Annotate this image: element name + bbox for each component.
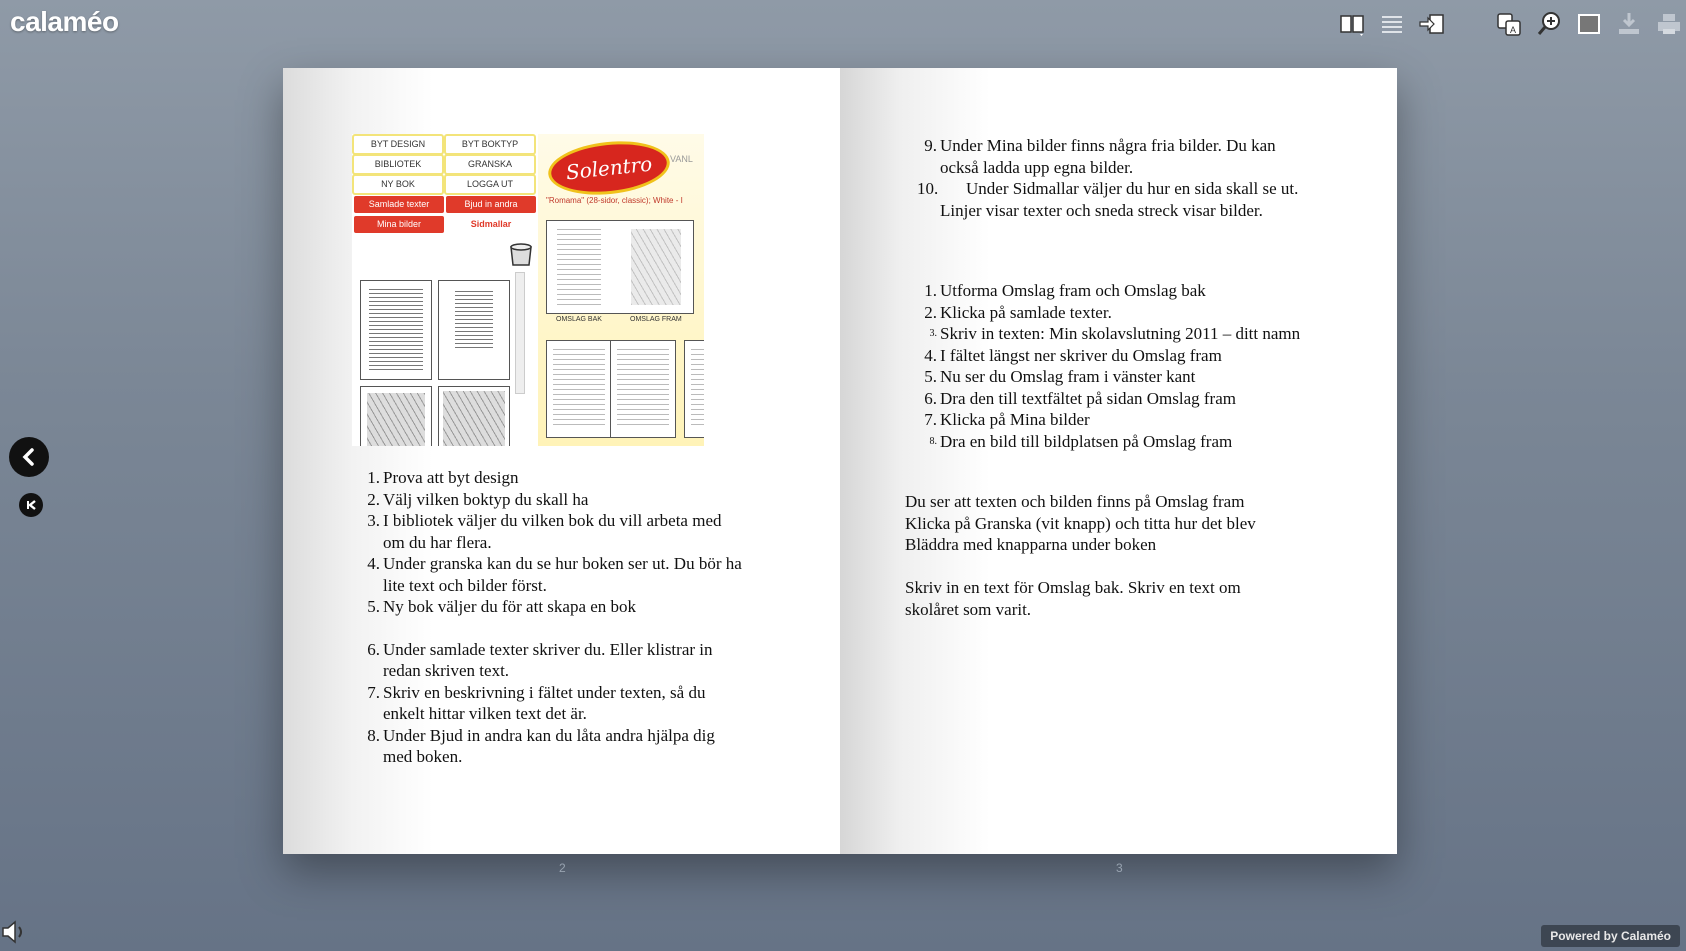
list-line: också ladda upp egna bilder. xyxy=(940,157,1134,177)
screenshot-button: GRANSKA xyxy=(444,154,536,175)
list-line: Dra den till textfältet på sidan Omslag fram xyxy=(940,388,1236,408)
note-paragraph-1 xyxy=(905,491,1365,556)
trash-icon xyxy=(505,239,535,269)
page-right xyxy=(840,68,1397,854)
list-line: Under Sidmallar väljer du hur en sida skall se ut. xyxy=(966,179,1299,198)
screenshot-scrollbar xyxy=(515,272,525,394)
translate-icon[interactable] xyxy=(1493,8,1525,40)
screenshot-button: BYT DESIGN xyxy=(352,134,444,155)
list-item xyxy=(365,489,805,511)
screenshot-button: Sidmallar xyxy=(470,219,512,229)
page-thumb xyxy=(546,340,612,438)
list-line: redan skriven text. xyxy=(383,661,510,680)
template-name: "Romama" (28-sidor, classic); White - I xyxy=(546,196,683,205)
screenshot-button: Bjud in andra xyxy=(446,196,536,213)
toolbar-right xyxy=(1493,8,1685,40)
list-item xyxy=(922,431,1362,453)
list-line: I fältet längst ner skriver du Omslag fram xyxy=(940,345,1222,365)
screenshot-button: Samlade texter xyxy=(354,196,444,213)
screenshot-button: LOGGA UT xyxy=(444,174,536,195)
list-number: 10. xyxy=(917,179,939,198)
list-line: Skriv in texten: Min skolavslutning 2011 – ditt namn xyxy=(940,324,1301,343)
list-number: 2. xyxy=(924,302,937,322)
template-thumb xyxy=(438,280,510,380)
list-item xyxy=(922,323,1362,345)
list-item xyxy=(922,345,1362,367)
previous-page-button[interactable] xyxy=(9,437,49,477)
list-number: 3. xyxy=(367,511,380,530)
list-item xyxy=(365,682,805,725)
screenshot-button: Mina bilder xyxy=(354,216,444,233)
list-line: Välj vilken boktyp du skall ha xyxy=(383,489,589,509)
share-icon[interactable] xyxy=(1416,8,1448,40)
speaker-icon xyxy=(0,918,28,946)
list-line: I bibliotek väljer du vilken bok du vill arbeta med xyxy=(383,511,722,530)
skip-to-start-icon xyxy=(24,498,38,512)
note-line: Du ser att texten och bilden finns på Omslag fram xyxy=(905,492,1245,511)
list-line: Skriv en beskrivning i fältet under texten, så du xyxy=(383,682,706,702)
list-line: Under Mina bilder finns några fria bilder. Du kan xyxy=(940,136,1276,155)
toolbar-left xyxy=(1336,8,1448,40)
list-number: 7. xyxy=(367,682,380,702)
page-number-left: 2 xyxy=(559,861,566,875)
print-icon[interactable] xyxy=(1653,8,1685,40)
template-thumb xyxy=(438,386,510,446)
page-left xyxy=(283,68,840,854)
solentro-logo xyxy=(546,136,673,200)
list-line: Dra en bild till bildplatsen på Omslag fram xyxy=(940,431,1233,451)
list-line: Under granska kan du se hur boken ser ut. Du bör ha xyxy=(383,554,742,573)
list-number: 9. xyxy=(924,136,937,155)
brand-text: Solentro xyxy=(564,151,654,185)
page-thumb xyxy=(684,340,704,438)
note-line: Klicka på Granska (vit knapp) och titta hur det blev xyxy=(905,513,1256,533)
zoom-icon[interactable] xyxy=(1533,8,1565,40)
list-item xyxy=(365,553,805,596)
cover-spread-thumb xyxy=(546,220,694,314)
vanl-label: VANL xyxy=(670,154,693,164)
omslag-fram-label: OMSLAG FRAM xyxy=(630,316,682,323)
list-line: om du har flera. xyxy=(383,532,492,552)
list-item xyxy=(365,510,805,553)
omslag-bak-label: OMSLAG BAK xyxy=(556,316,602,323)
note-line: skolåret som varit. xyxy=(905,599,1032,619)
list-number: 4. xyxy=(367,554,380,573)
book-spread[interactable] xyxy=(283,68,1397,854)
note-line: Skriv in en text för Omslag bak. Skriv en text om xyxy=(905,578,1241,597)
list-line: med boken. xyxy=(383,747,463,766)
list-item xyxy=(922,409,1362,431)
list-item xyxy=(365,596,805,618)
list-item xyxy=(365,467,805,489)
template-panel xyxy=(538,134,704,446)
list-line: Klicka på samlade texter. xyxy=(940,302,1112,322)
page-thumb xyxy=(610,340,676,438)
list-line: Prova att byt design xyxy=(383,468,519,487)
list-line: Linjer visar texter och sneda streck visar bilder. xyxy=(940,200,1263,220)
calameo-logo[interactable] xyxy=(10,6,119,38)
note-line: Bläddra med knapparna under boken xyxy=(905,535,1157,554)
list-item xyxy=(922,280,1362,302)
template-thumb xyxy=(360,280,432,380)
first-page-button[interactable] xyxy=(19,493,43,517)
list-view-icon[interactable] xyxy=(1376,8,1408,40)
list-item xyxy=(365,639,805,682)
list-number: 2. xyxy=(367,489,380,509)
list-line: Utforma Omslag fram och Omslag bak xyxy=(940,281,1206,300)
list-line: Under samlade texter skriver du. Eller klistrar in xyxy=(383,639,713,659)
embedded-screenshot xyxy=(352,134,704,446)
screenshot-button: BIBLIOTEK xyxy=(352,154,444,175)
download-icon[interactable] xyxy=(1613,8,1645,40)
list-item xyxy=(922,302,1362,324)
screenshot-button: NY BOK xyxy=(352,174,444,195)
screenshot-button: BYT BOKTYP xyxy=(444,134,536,155)
fullscreen-icon[interactable] xyxy=(1573,8,1605,40)
logo-text: calaméo xyxy=(10,6,119,37)
list-number: 1. xyxy=(924,281,937,300)
list-item xyxy=(922,135,1362,178)
list-item xyxy=(917,178,1362,221)
list-number: 7. xyxy=(924,410,937,429)
svg-text:A: A xyxy=(1510,25,1517,35)
list-item xyxy=(922,388,1362,410)
list-line: lite text och bilder först. xyxy=(383,575,547,595)
list-number: 1. xyxy=(367,468,380,487)
list-line: Nu ser du Omslag fram i vänster kant xyxy=(940,367,1196,386)
list-number: 5. xyxy=(924,367,937,386)
instructions-list-right xyxy=(917,135,1362,221)
list-number: 4. xyxy=(924,345,937,365)
list-number: 6. xyxy=(367,639,380,659)
list-line: enkelt hittar vilken text det är. xyxy=(383,704,587,723)
instructions-list-left xyxy=(365,467,805,768)
list-item xyxy=(365,725,805,768)
list-number: 6. xyxy=(924,388,937,408)
list-number: 3. xyxy=(929,328,937,339)
list-number: 8. xyxy=(367,725,380,745)
list-line: Under Bjud in andra kan du låta andra hjälpa dig xyxy=(383,725,715,745)
list-number: 8. xyxy=(929,435,937,447)
template-thumb xyxy=(360,386,432,446)
list-line: Ny bok väljer du för att skapa en bok xyxy=(383,597,637,616)
list-line: Klicka på Mina bilder xyxy=(940,410,1090,429)
powered-by-badge[interactable]: Powered by Calaméo xyxy=(1541,925,1680,947)
list-number: 5. xyxy=(367,597,380,616)
cover-steps-list xyxy=(922,280,1362,452)
page-number-right: 3 xyxy=(1116,861,1123,875)
sound-toggle[interactable] xyxy=(0,918,28,946)
note-paragraph-2 xyxy=(905,577,1365,620)
book-view-icon[interactable] xyxy=(1336,8,1368,40)
list-item xyxy=(922,366,1362,388)
chevron-left-icon xyxy=(19,447,39,467)
